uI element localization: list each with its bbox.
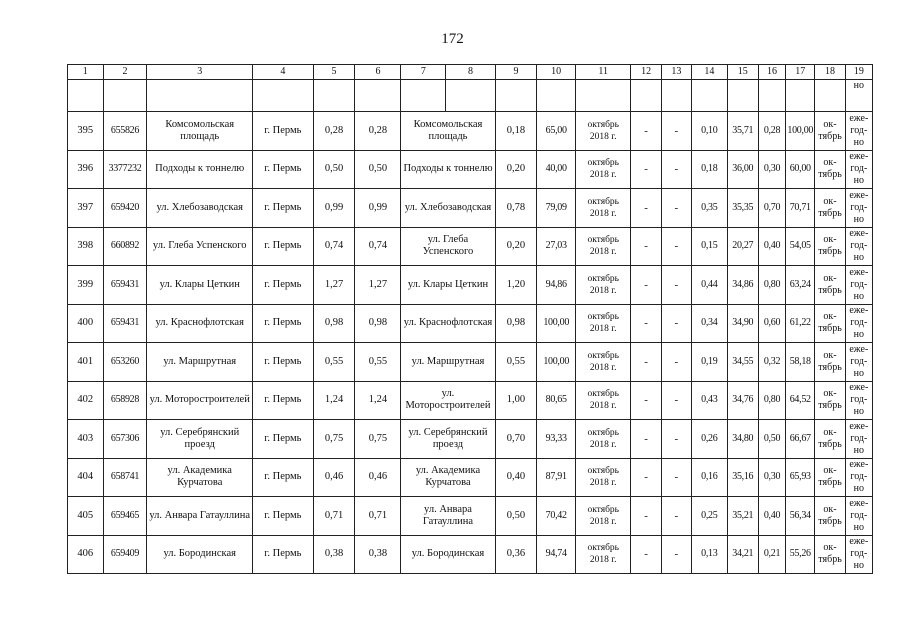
month-cell: ок-тябрь <box>815 189 845 228</box>
col13-cell: - <box>661 458 691 497</box>
col13-cell: - <box>661 497 691 536</box>
header-cell: 6 <box>355 65 401 80</box>
header-cell: 10 <box>537 65 576 80</box>
col12-cell: - <box>631 343 661 382</box>
col13-cell: - <box>661 535 691 574</box>
date-cell: октябрь 2018 г. <box>576 458 631 497</box>
city-cell: г. Пермь <box>253 304 314 343</box>
road-description-cell: ул. Академика Курчатова <box>401 458 495 497</box>
col6-cell: 0,28 <box>355 112 401 151</box>
col16-cell: 0,60 <box>758 304 785 343</box>
road-name-cell: Комсомольская площадь <box>147 112 253 151</box>
road-id-cell: 659420 <box>103 189 147 228</box>
col6-cell: 0,74 <box>355 227 401 266</box>
city-cell: г. Пермь <box>253 189 314 228</box>
col16-cell: 0,30 <box>758 150 785 189</box>
col14-cell: 0,35 <box>692 189 728 228</box>
col5-cell: 0,74 <box>313 227 355 266</box>
col5-cell: 0,99 <box>313 189 355 228</box>
col15-cell: 34,80 <box>727 420 758 459</box>
row-number-cell: 403 <box>68 420 104 459</box>
frequency-cell: еже-год-но <box>845 458 872 497</box>
header-cell: 16 <box>758 65 785 80</box>
col5-cell: 0,50 <box>313 150 355 189</box>
table-row <box>68 497 873 536</box>
col13-cell: - <box>661 420 691 459</box>
header-cell: 15 <box>727 65 758 80</box>
col15-cell: 35,71 <box>727 112 758 151</box>
road-data-table <box>67 64 873 574</box>
frequency-cell: еже-год-но <box>845 343 872 382</box>
col10-cell: 87,91 <box>537 458 576 497</box>
road-id-cell: 660892 <box>103 227 147 266</box>
date-cell: октябрь 2018 г. <box>576 343 631 382</box>
col13-cell: - <box>661 227 691 266</box>
col16-cell: 0,80 <box>758 266 785 305</box>
col6-cell: 1,27 <box>355 266 401 305</box>
table-row <box>68 420 873 459</box>
col17-cell: 100,00 <box>786 112 815 151</box>
col9-cell: 0,50 <box>495 497 537 536</box>
row-number-cell: 395 <box>68 112 104 151</box>
road-name-cell: ул. Хлебозаводская <box>147 189 253 228</box>
col14-cell: 0,43 <box>692 381 728 420</box>
col9-cell: 0,18 <box>495 112 537 151</box>
col17-cell: 66,67 <box>786 420 815 459</box>
col13-cell: - <box>661 189 691 228</box>
month-cell: ок-тябрь <box>815 112 845 151</box>
col15-cell: 35,21 <box>727 497 758 536</box>
date-cell: октябрь 2018 г. <box>576 150 631 189</box>
col5-cell: 0,28 <box>313 112 355 151</box>
col10-cell: 94,86 <box>537 266 576 305</box>
col10-cell: 79,09 <box>537 189 576 228</box>
col10-cell: 100,00 <box>537 304 576 343</box>
col9-cell: 0,78 <box>495 189 537 228</box>
col14-cell: 0,13 <box>692 535 728 574</box>
col17-cell: 64,52 <box>786 381 815 420</box>
continuation-cell: но <box>845 80 872 112</box>
col6-cell: 0,50 <box>355 150 401 189</box>
col17-cell: 54,05 <box>786 227 815 266</box>
road-id-cell: 655826 <box>103 112 147 151</box>
col5-cell: 0,38 <box>313 535 355 574</box>
frequency-cell: еже-год-но <box>845 420 872 459</box>
header-cell: 9 <box>495 65 537 80</box>
header-cell: 18 <box>815 65 845 80</box>
col12-cell: - <box>631 112 661 151</box>
date-cell: октябрь 2018 г. <box>576 381 631 420</box>
row-number-cell: 399 <box>68 266 104 305</box>
road-description-cell: ул. Моторостроителей <box>401 381 495 420</box>
col9-cell: 0,98 <box>495 304 537 343</box>
date-cell: октябрь 2018 г. <box>576 189 631 228</box>
page-number: 172 <box>441 31 464 47</box>
road-description-cell: ул. Анвара Гатауллина <box>401 497 495 536</box>
col14-cell: 0,44 <box>692 266 728 305</box>
col16-cell: 0,40 <box>758 497 785 536</box>
frequency-cell: еже-год-но <box>845 112 872 151</box>
row-number-cell: 402 <box>68 381 104 420</box>
header-cell: 14 <box>692 65 728 80</box>
month-cell: ок-тябрь <box>815 497 845 536</box>
city-cell: г. Пермь <box>253 343 314 382</box>
table-row <box>68 266 873 305</box>
col14-cell: 0,34 <box>692 304 728 343</box>
road-name-cell: ул. Маршрутная <box>147 343 253 382</box>
table-row <box>68 535 873 574</box>
city-cell: г. Пермь <box>253 227 314 266</box>
col6-cell: 0,99 <box>355 189 401 228</box>
row-number-cell: 400 <box>68 304 104 343</box>
col17-cell: 65,93 <box>786 458 815 497</box>
road-description-cell: ул. Глеба Успенского <box>401 227 495 266</box>
col15-cell: 34,90 <box>727 304 758 343</box>
col10-cell: 80,65 <box>537 381 576 420</box>
road-description-cell: ул. Хлебозаводская <box>401 189 495 228</box>
column-number-header <box>68 65 873 80</box>
col5-cell: 1,24 <box>313 381 355 420</box>
col9-cell: 0,20 <box>495 227 537 266</box>
col15-cell: 34,55 <box>727 343 758 382</box>
row-number-cell: 397 <box>68 189 104 228</box>
road-name-cell: ул. Краснофлотская <box>147 304 253 343</box>
road-name-cell: ул. Серебрянский проезд <box>147 420 253 459</box>
date-cell: октябрь 2018 г. <box>576 535 631 574</box>
city-cell: г. Пермь <box>253 420 314 459</box>
header-cell: 17 <box>786 65 815 80</box>
col17-cell: 60,00 <box>786 150 815 189</box>
col16-cell: 0,40 <box>758 227 785 266</box>
col16-cell: 0,21 <box>758 535 785 574</box>
header-cell: 7 <box>401 65 446 80</box>
city-cell: г. Пермь <box>253 458 314 497</box>
col6-cell: 0,55 <box>355 343 401 382</box>
month-cell: ок-тябрь <box>815 343 845 382</box>
frequency-cell: еже-год-но <box>845 227 872 266</box>
road-id-cell: 659409 <box>103 535 147 574</box>
road-id-cell: 659465 <box>103 497 147 536</box>
col15-cell: 35,16 <box>727 458 758 497</box>
col14-cell: 0,18 <box>692 150 728 189</box>
col17-cell: 55,26 <box>786 535 815 574</box>
road-id-cell: 659431 <box>103 304 147 343</box>
table-row <box>68 304 873 343</box>
col16-cell: 0,70 <box>758 189 785 228</box>
header-cell: 11 <box>576 65 631 80</box>
road-description-cell: ул. Краснофлотская <box>401 304 495 343</box>
col10-cell: 94,74 <box>537 535 576 574</box>
table-row <box>68 112 873 151</box>
header-cell: 2 <box>103 65 147 80</box>
col15-cell: 36,00 <box>727 150 758 189</box>
col6-cell: 0,38 <box>355 535 401 574</box>
city-cell: г. Пермь <box>253 266 314 305</box>
col14-cell: 0,19 <box>692 343 728 382</box>
col12-cell: - <box>631 535 661 574</box>
col13-cell: - <box>661 112 691 151</box>
date-cell: октябрь 2018 г. <box>576 304 631 343</box>
city-cell: г. Пермь <box>253 497 314 536</box>
table-row <box>68 189 873 228</box>
month-cell: ок-тябрь <box>815 266 845 305</box>
date-cell: октябрь 2018 г. <box>576 420 631 459</box>
city-cell: г. Пермь <box>253 535 314 574</box>
col6-cell: 0,98 <box>355 304 401 343</box>
frequency-cell: еже-год-но <box>845 535 872 574</box>
header-cell: 1 <box>68 65 104 80</box>
col17-cell: 61,22 <box>786 304 815 343</box>
row-number-cell: 405 <box>68 497 104 536</box>
road-description-cell: ул. Маршрутная <box>401 343 495 382</box>
road-description-cell: Подходы к тоннелю <box>401 150 495 189</box>
road-name-cell: ул. Глеба Успенского <box>147 227 253 266</box>
road-name-cell: Подходы к тоннелю <box>147 150 253 189</box>
road-description-cell: Комсомольская площадь <box>401 112 495 151</box>
col10-cell: 40,00 <box>537 150 576 189</box>
col9-cell: 0,55 <box>495 343 537 382</box>
table-row <box>68 381 873 420</box>
col5-cell: 0,98 <box>313 304 355 343</box>
road-description-cell: ул. Клары Цеткин <box>401 266 495 305</box>
col13-cell: - <box>661 343 691 382</box>
col12-cell: - <box>631 381 661 420</box>
month-cell: ок-тябрь <box>815 227 845 266</box>
col9-cell: 1,20 <box>495 266 537 305</box>
date-cell: октябрь 2018 г. <box>576 112 631 151</box>
road-description-cell: ул. Серебрянский проезд <box>401 420 495 459</box>
col6-cell: 1,24 <box>355 381 401 420</box>
col9-cell: 1,00 <box>495 381 537 420</box>
col13-cell: - <box>661 381 691 420</box>
road-name-cell: ул. Анвара Гатауллина <box>147 497 253 536</box>
col13-cell: - <box>661 266 691 305</box>
frequency-cell: еже-год-но <box>845 304 872 343</box>
row-number-cell: 404 <box>68 458 104 497</box>
col16-cell: 0,50 <box>758 420 785 459</box>
col12-cell: - <box>631 150 661 189</box>
col12-cell: - <box>631 266 661 305</box>
date-cell: октябрь 2018 г. <box>576 227 631 266</box>
col14-cell: 0,15 <box>692 227 728 266</box>
col17-cell: 63,24 <box>786 266 815 305</box>
col6-cell: 0,46 <box>355 458 401 497</box>
col9-cell: 0,40 <box>495 458 537 497</box>
col10-cell: 27,03 <box>537 227 576 266</box>
road-description-cell: ул. Бородинская <box>401 535 495 574</box>
col12-cell: - <box>631 304 661 343</box>
col16-cell: 0,80 <box>758 381 785 420</box>
col12-cell: - <box>631 189 661 228</box>
road-id-cell: 3377232 <box>103 150 147 189</box>
header-cell: 8 <box>446 65 495 80</box>
header-cell: 19 <box>845 65 872 80</box>
col9-cell: 0,70 <box>495 420 537 459</box>
col5-cell: 0,46 <box>313 458 355 497</box>
road-id-cell: 658928 <box>103 381 147 420</box>
month-cell: ок-тябрь <box>815 458 845 497</box>
road-name-cell: ул. Академика Курчатова <box>147 458 253 497</box>
header-cell: 4 <box>253 65 314 80</box>
city-cell: г. Пермь <box>253 112 314 151</box>
date-cell: октябрь 2018 г. <box>576 266 631 305</box>
col17-cell: 70,71 <box>786 189 815 228</box>
table-row <box>68 458 873 497</box>
header-cell: 3 <box>147 65 253 80</box>
col15-cell: 35,35 <box>727 189 758 228</box>
col14-cell: 0,25 <box>692 497 728 536</box>
frequency-cell: еже-год-но <box>845 381 872 420</box>
col15-cell: 34,76 <box>727 381 758 420</box>
col13-cell: - <box>661 304 691 343</box>
month-cell: ок-тябрь <box>815 535 845 574</box>
city-cell: г. Пермь <box>253 381 314 420</box>
frequency-cell: еже-год-но <box>845 189 872 228</box>
col14-cell: 0,16 <box>692 458 728 497</box>
road-id-cell: 653260 <box>103 343 147 382</box>
col5-cell: 0,75 <box>313 420 355 459</box>
col10-cell: 93,33 <box>537 420 576 459</box>
col15-cell: 34,21 <box>727 535 758 574</box>
col15-cell: 20,27 <box>727 227 758 266</box>
month-cell: ок-тябрь <box>815 150 845 189</box>
col12-cell: - <box>631 497 661 536</box>
row-number-cell: 406 <box>68 535 104 574</box>
continuation-row <box>68 80 873 112</box>
col9-cell: 0,20 <box>495 150 537 189</box>
col10-cell: 65,00 <box>537 112 576 151</box>
header-cell: 13 <box>661 65 691 80</box>
month-cell: ок-тябрь <box>815 420 845 459</box>
col17-cell: 58,18 <box>786 343 815 382</box>
city-cell: г. Пермь <box>253 150 314 189</box>
col10-cell: 100,00 <box>537 343 576 382</box>
col14-cell: 0,10 <box>692 112 728 151</box>
row-number-cell: 398 <box>68 227 104 266</box>
road-name-cell: ул. Бородинская <box>147 535 253 574</box>
col17-cell: 56,34 <box>786 497 815 536</box>
road-name-cell: ул. Клары Цеткин <box>147 266 253 305</box>
frequency-cell: еже-год-но <box>845 150 872 189</box>
road-id-cell: 659431 <box>103 266 147 305</box>
col6-cell: 0,75 <box>355 420 401 459</box>
road-id-cell: 657306 <box>103 420 147 459</box>
frequency-cell: еже-год-но <box>845 497 872 536</box>
date-cell: октябрь 2018 г. <box>576 497 631 536</box>
col12-cell: - <box>631 227 661 266</box>
road-name-cell: ул. Моторостроителей <box>147 381 253 420</box>
col5-cell: 0,71 <box>313 497 355 536</box>
col14-cell: 0,26 <box>692 420 728 459</box>
col16-cell: 0,28 <box>758 112 785 151</box>
table-row <box>68 343 873 382</box>
header-cell: 5 <box>313 65 355 80</box>
col5-cell: 1,27 <box>313 266 355 305</box>
col16-cell: 0,32 <box>758 343 785 382</box>
road-id-cell: 658741 <box>103 458 147 497</box>
header-cell: 12 <box>631 65 661 80</box>
col5-cell: 0,55 <box>313 343 355 382</box>
col9-cell: 0,36 <box>495 535 537 574</box>
col16-cell: 0,30 <box>758 458 785 497</box>
col10-cell: 70,42 <box>537 497 576 536</box>
frequency-cell: еже-год-но <box>845 266 872 305</box>
row-number-cell: 401 <box>68 343 104 382</box>
month-cell: ок-тябрь <box>815 304 845 343</box>
table-row <box>68 150 873 189</box>
table-row <box>68 227 873 266</box>
col13-cell: - <box>661 150 691 189</box>
month-cell: ок-тябрь <box>815 381 845 420</box>
col12-cell: - <box>631 458 661 497</box>
col12-cell: - <box>631 420 661 459</box>
row-number-cell: 396 <box>68 150 104 189</box>
col15-cell: 34,86 <box>727 266 758 305</box>
col6-cell: 0,71 <box>355 497 401 536</box>
